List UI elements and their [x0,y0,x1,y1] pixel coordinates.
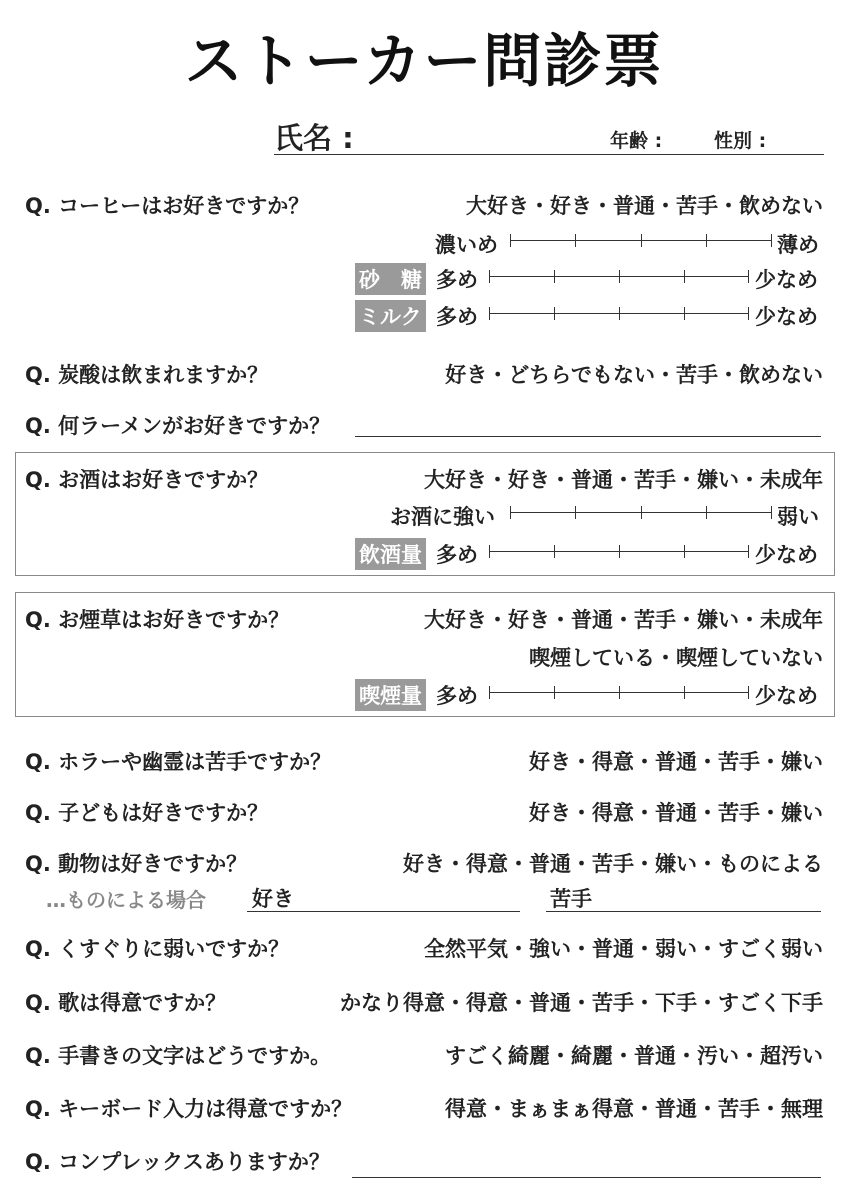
tobacco-amount-scale[interactable] [489,686,749,700]
children-question: Q. 子どもは好きですか？ [25,801,269,825]
coffee-question: Q. コーヒーはお好きですか？ [25,194,310,218]
ramen-answer-field[interactable] [355,436,821,437]
sugar-right: 少なめ [755,268,818,292]
keyboard-options[interactable]: 得意・まぁまぁ得意・普通・苦手・無理 [445,1097,823,1121]
gender-label: 性別 : [714,130,767,152]
horror-options[interactable]: 好き・得意・普通・苦手・嫌い [529,750,823,774]
milk-tag: ミルク [355,300,426,332]
soda-question: Q. 炭酸は飲まれますか？ [25,363,269,387]
keyboard-question: Q. キーボード入力は得意ですか？ [25,1097,353,1121]
animals-like-label: 好き [252,887,294,911]
milk-scale[interactable] [489,307,749,321]
alcohol-amount-right: 少なめ [755,543,818,567]
animals-like-field[interactable] [247,911,520,912]
age-label: 年齢 : [610,130,663,152]
sugar-left: 多め [436,268,478,292]
name-label: 氏名 : [274,121,354,155]
singing-question: Q. 歌は得意ですか？ [25,991,227,1015]
children-options[interactable]: 好き・得意・普通・苦手・嫌い [529,801,823,825]
alcohol-amount-left: 多め [436,543,478,567]
alcohol-amount-tag: 飲酒量 [355,538,426,570]
tobacco-amount-right: 少なめ [755,684,818,708]
tobacco-amount-tag: 喫煙量 [355,679,426,711]
soda-options[interactable]: 好き・どちらでもない・苦手・飲めない [445,363,823,387]
handwriting-question: Q. 手書きの文字はどうですか。 [25,1044,332,1068]
horror-question: Q. ホラーや幽霊は苦手ですか？ [25,750,332,774]
animals-options[interactable]: 好き・得意・普通・苦手・嫌い・ものによる [403,852,823,876]
milk-left: 多め [436,305,478,329]
milk-right: 少なめ [755,305,818,329]
handwriting-options[interactable]: すごく綺麗・綺麗・普通・汚い・超汚い [445,1044,823,1068]
alcohol-tolerance-left: お酒に強い [390,505,495,529]
tickle-options[interactable]: 全然平気・強い・普通・弱い・すごく弱い [424,937,823,961]
tobacco-amount-left: 多め [436,684,478,708]
sugar-tag: 砂 糖 [355,263,426,295]
animals-case-label: …ものによる場合 [46,888,206,912]
ramen-question: Q. 何ラーメンがお好きですか？ [25,414,331,438]
tickle-question: Q. くすぐりに弱いですか？ [25,937,290,961]
animals-dislike-label: 苦手 [550,887,592,911]
name-field[interactable] [274,154,824,155]
tobacco-options[interactable]: 大好き・好き・普通・苦手・嫌い・未成年 [424,608,823,632]
alcohol-tolerance-right: 弱い [777,505,819,529]
alcohol-options[interactable]: 大好き・好き・普通・苦手・嫌い・未成年 [424,468,823,492]
complex-question: Q. コンプレックスありますか？ [25,1150,330,1174]
alcohol-question: Q. お酒はお好きですか？ [25,468,269,492]
sugar-scale[interactable] [489,270,749,284]
animals-question: Q. 動物は好きですか？ [25,852,248,876]
alcohol-tolerance-scale[interactable] [510,506,772,520]
complex-answer-field[interactable] [352,1177,821,1178]
tobacco-smoking-options[interactable]: 喫煙している・喫煙していない [529,646,823,670]
coffee-strength-left: 濃いめ [435,233,498,257]
alcohol-amount-scale[interactable] [489,545,749,559]
singing-options[interactable]: かなり得意・得意・普通・苦手・下手・すごく下手 [340,991,823,1015]
page-title: ストーカー問診票 [184,27,664,95]
animals-dislike-field[interactable] [546,911,821,912]
tobacco-question: Q. お煙草はお好きですか？ [25,608,290,632]
coffee-strength-scale[interactable] [510,234,772,248]
coffee-options[interactable]: 大好き・好き・普通・苦手・飲めない [466,194,823,218]
coffee-strength-right: 薄め [777,233,819,257]
